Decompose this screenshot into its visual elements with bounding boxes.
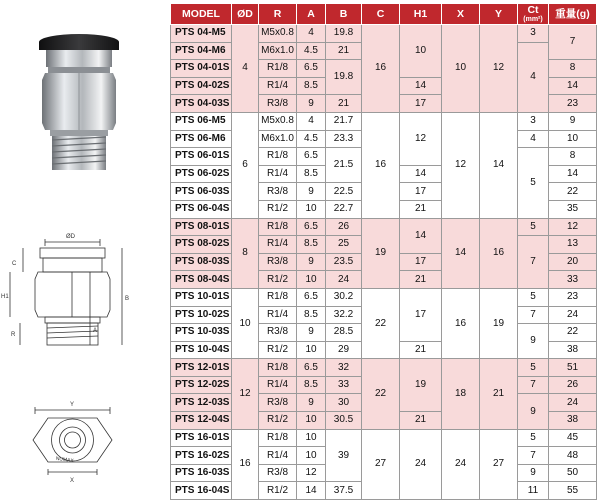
b-cell: 25 bbox=[326, 236, 362, 254]
weight-cell: 35 bbox=[549, 200, 597, 218]
model-cell: PTS 04-03S bbox=[171, 95, 232, 113]
weight-cell: 9 bbox=[549, 112, 597, 130]
model-cell: PTS 04-01S bbox=[171, 60, 232, 78]
r-cell: R1/2 bbox=[259, 482, 297, 500]
x-cell: 14 bbox=[442, 218, 480, 288]
r-cell: R1/2 bbox=[259, 412, 297, 430]
r-cell: R1/4 bbox=[259, 447, 297, 465]
weight-cell: 50 bbox=[549, 464, 597, 482]
r-cell: M5x0.8 bbox=[259, 25, 297, 43]
a-cell: 12 bbox=[297, 464, 326, 482]
r-cell: R1/2 bbox=[259, 341, 297, 359]
model-cell: PTS 12-02S bbox=[171, 376, 232, 394]
ct-cell: 9 bbox=[518, 324, 549, 359]
weight-cell: 23 bbox=[549, 95, 597, 113]
model-cell: PTS 06-02S bbox=[171, 165, 232, 183]
b-cell: 22.5 bbox=[326, 183, 362, 201]
model-cell: PTS 06-04S bbox=[171, 200, 232, 218]
b-cell: 30.2 bbox=[326, 288, 362, 306]
table-row bbox=[171, 218, 597, 236]
ct-cell: 9 bbox=[518, 464, 549, 482]
model-cell: PTS 04-M5 bbox=[171, 25, 232, 43]
h1-cell: 17 bbox=[400, 183, 442, 201]
b-cell: 33 bbox=[326, 376, 362, 394]
b-cell: 19.8 bbox=[326, 60, 362, 95]
ct-unit: (mm²) bbox=[523, 15, 543, 23]
weight-cell: 10 bbox=[549, 130, 597, 148]
model-cell: PTS 12-04S bbox=[171, 412, 232, 430]
a-cell: 4 bbox=[297, 25, 326, 43]
b-cell: 39 bbox=[326, 429, 362, 482]
c-cell: 27 bbox=[362, 429, 400, 499]
weight-cell: 55 bbox=[549, 482, 597, 500]
r-cell: R3/8 bbox=[259, 95, 297, 113]
x-cell: 16 bbox=[442, 288, 480, 358]
a-cell: 6.5 bbox=[297, 60, 326, 78]
model-cell: PTS 06-03S bbox=[171, 183, 232, 201]
ct-cell: 5 bbox=[518, 288, 549, 306]
r-cell: R3/8 bbox=[259, 324, 297, 342]
col-header-c: C bbox=[362, 4, 400, 25]
col-header-ct bbox=[518, 4, 549, 25]
a-cell: 6.5 bbox=[297, 359, 326, 377]
h1-cell: 21 bbox=[400, 271, 442, 289]
h1-cell: 14 bbox=[400, 165, 442, 183]
x-cell: 24 bbox=[442, 429, 480, 499]
h1-cell: 21 bbox=[400, 200, 442, 218]
a-cell: 6.5 bbox=[297, 148, 326, 166]
weight-cell: 48 bbox=[549, 447, 597, 465]
model-cell: PTS 16-04S bbox=[171, 482, 232, 500]
r-cell: M6x1.0 bbox=[259, 42, 297, 60]
model-cell: PTS 08-04S bbox=[171, 271, 232, 289]
od-label: ØD bbox=[66, 234, 75, 240]
c-cell: 16 bbox=[362, 112, 400, 218]
r-cell: R1/2 bbox=[259, 271, 297, 289]
b-cell: 32 bbox=[326, 359, 362, 377]
y-label: Y bbox=[70, 402, 75, 408]
r-cell: R1/8 bbox=[259, 429, 297, 447]
a-cell: 10 bbox=[297, 271, 326, 289]
a-cell: 6.5 bbox=[297, 288, 326, 306]
a-cell: 10 bbox=[297, 429, 326, 447]
r-cell: R1/8 bbox=[259, 148, 297, 166]
a-cell: 6.5 bbox=[297, 218, 326, 236]
weight-cell: 8 bbox=[549, 148, 597, 166]
b-cell: 30.5 bbox=[326, 412, 362, 430]
weight-cell: 12 bbox=[549, 218, 597, 236]
x-cell: 12 bbox=[442, 112, 480, 218]
col-header-od: ØD bbox=[232, 4, 259, 25]
model-cell: PTS 10-04S bbox=[171, 341, 232, 359]
od-cell: 10 bbox=[232, 288, 259, 358]
side-dimension-drawing bbox=[0, 232, 170, 372]
brand-label: NUMAX bbox=[55, 455, 75, 465]
b-cell: 32.2 bbox=[326, 306, 362, 324]
ct-cell: 7 bbox=[518, 376, 549, 394]
table-row bbox=[171, 112, 597, 130]
weight-cell: 33 bbox=[549, 271, 597, 289]
col-header-model: MODEL bbox=[171, 4, 232, 25]
od-cell: 6 bbox=[232, 112, 259, 218]
ct-cell: 7 bbox=[518, 236, 549, 289]
weight-cell: 14 bbox=[549, 77, 597, 95]
product-drawings bbox=[0, 0, 170, 500]
r-cell: R1/8 bbox=[259, 288, 297, 306]
table-row bbox=[171, 429, 597, 447]
h1-cell: 24 bbox=[400, 429, 442, 499]
ct-cell: 7 bbox=[518, 447, 549, 465]
ct-cell: 4 bbox=[518, 42, 549, 112]
c-label: C bbox=[12, 261, 17, 267]
c-cell: 16 bbox=[362, 25, 400, 113]
h1-cell: 14 bbox=[400, 77, 442, 95]
weight-cell: 51 bbox=[549, 359, 597, 377]
od-cell: 16 bbox=[232, 429, 259, 499]
h1-cell: 12 bbox=[400, 112, 442, 165]
r-cell: R1/8 bbox=[259, 60, 297, 78]
a-cell: 9 bbox=[297, 324, 326, 342]
ct-cell: 3 bbox=[518, 112, 549, 130]
r-cell: M6x1.0 bbox=[259, 130, 297, 148]
a-cell: 8.5 bbox=[297, 77, 326, 95]
col-header-x: X bbox=[442, 4, 480, 25]
b-cell: 29 bbox=[326, 341, 362, 359]
h1-cell: 17 bbox=[400, 253, 442, 271]
a-cell: 9 bbox=[297, 253, 326, 271]
weight-cell: 45 bbox=[549, 429, 597, 447]
model-cell: PTS 12-03S bbox=[171, 394, 232, 412]
r-cell: R1/4 bbox=[259, 165, 297, 183]
c-cell: 22 bbox=[362, 288, 400, 358]
col-header-weight: 重量(g) bbox=[549, 4, 597, 25]
x-label: X bbox=[70, 478, 75, 484]
y-cell: 12 bbox=[480, 25, 518, 113]
y-cell: 14 bbox=[480, 112, 518, 218]
b-cell: 30 bbox=[326, 394, 362, 412]
h1-cell: 17 bbox=[400, 288, 442, 341]
a-cell: 10 bbox=[297, 412, 326, 430]
r-cell: R1/2 bbox=[259, 200, 297, 218]
a-cell: 8.5 bbox=[297, 306, 326, 324]
a-cell: 10 bbox=[297, 341, 326, 359]
a-cell: 4.5 bbox=[297, 130, 326, 148]
x-cell: 18 bbox=[442, 359, 480, 429]
table-row bbox=[171, 359, 597, 377]
weight-cell: 24 bbox=[549, 394, 597, 412]
b-cell: 19.8 bbox=[326, 25, 362, 43]
ct-cell: 7 bbox=[518, 306, 549, 324]
table-row bbox=[171, 288, 597, 306]
r-cell: R1/8 bbox=[259, 218, 297, 236]
c-cell: 22 bbox=[362, 359, 400, 429]
c-cell: 19 bbox=[362, 218, 400, 288]
weight-cell: 22 bbox=[549, 324, 597, 342]
a-cell: 10 bbox=[297, 200, 326, 218]
a-cell: 9 bbox=[297, 394, 326, 412]
r-cell: R1/4 bbox=[259, 236, 297, 254]
ct-cell: 5 bbox=[518, 148, 549, 218]
a-cell: 14 bbox=[297, 482, 326, 500]
spec-table bbox=[170, 3, 597, 500]
model-cell: PTS 06-M5 bbox=[171, 112, 232, 130]
ct-label: Ct bbox=[527, 4, 539, 17]
h1-label: H1 bbox=[1, 294, 9, 300]
h1-cell: 14 bbox=[400, 218, 442, 253]
ct-cell: 11 bbox=[518, 482, 549, 500]
weight-cell: 26 bbox=[549, 376, 597, 394]
col-header-h1: H1 bbox=[400, 4, 442, 25]
product-photo bbox=[0, 0, 170, 170]
a-cell: 9 bbox=[297, 95, 326, 113]
b-label: B bbox=[125, 296, 130, 302]
r-cell: M5x0.8 bbox=[259, 112, 297, 130]
r-cell: R1/4 bbox=[259, 376, 297, 394]
ct-cell: 4 bbox=[518, 130, 549, 148]
y-cell: 21 bbox=[480, 359, 518, 429]
weight-cell: 23 bbox=[549, 288, 597, 306]
b-cell: 21 bbox=[326, 42, 362, 60]
r-cell: R3/8 bbox=[259, 253, 297, 271]
b-cell: 22.7 bbox=[326, 200, 362, 218]
r-label: R bbox=[11, 332, 16, 338]
r-cell: R1/8 bbox=[259, 359, 297, 377]
y-cell: 16 bbox=[480, 218, 518, 288]
h1-cell: 21 bbox=[400, 341, 442, 359]
model-cell: PTS 16-03S bbox=[171, 464, 232, 482]
r-cell: R1/4 bbox=[259, 77, 297, 95]
model-cell: PTS 08-03S bbox=[171, 253, 232, 271]
ct-cell: 5 bbox=[518, 429, 549, 447]
b-cell: 21 bbox=[326, 95, 362, 113]
model-cell: PTS 10-02S bbox=[171, 306, 232, 324]
b-cell: 28.5 bbox=[326, 324, 362, 342]
ct-cell: 5 bbox=[518, 359, 549, 377]
ct-cell: 3 bbox=[518, 25, 549, 43]
h1-cell: 17 bbox=[400, 95, 442, 113]
model-cell: PTS 08-02S bbox=[171, 236, 232, 254]
h1-cell: 19 bbox=[400, 359, 442, 412]
r-cell: R3/8 bbox=[259, 394, 297, 412]
b-cell: 21.7 bbox=[326, 112, 362, 130]
a-cell: 8.5 bbox=[297, 376, 326, 394]
a-cell: 4.5 bbox=[297, 42, 326, 60]
weight-cell: 14 bbox=[549, 165, 597, 183]
a-cell: 4 bbox=[297, 112, 326, 130]
model-cell: PTS 16-02S bbox=[171, 447, 232, 465]
a-cell: 10 bbox=[297, 447, 326, 465]
ct-cell: 9 bbox=[518, 394, 549, 429]
model-cell: PTS 10-01S bbox=[171, 288, 232, 306]
model-cell: PTS 16-01S bbox=[171, 429, 232, 447]
r-cell: R3/8 bbox=[259, 464, 297, 482]
model-cell: PTS 06-M6 bbox=[171, 130, 232, 148]
ct-cell: 5 bbox=[518, 218, 549, 236]
weight-cell: 8 bbox=[549, 60, 597, 78]
model-cell: PTS 10-03S bbox=[171, 324, 232, 342]
y-cell: 27 bbox=[480, 429, 518, 499]
b-cell: 21.5 bbox=[326, 148, 362, 183]
header-row bbox=[171, 4, 597, 25]
b-cell: 23.5 bbox=[326, 253, 362, 271]
od-cell: 8 bbox=[232, 218, 259, 288]
x-cell: 10 bbox=[442, 25, 480, 113]
a-cell: 8.5 bbox=[297, 236, 326, 254]
col-header-a: A bbox=[297, 4, 326, 25]
weight-cell: 7 bbox=[549, 25, 597, 60]
od-cell: 12 bbox=[232, 359, 259, 429]
a-cell: 8.5 bbox=[297, 165, 326, 183]
model-cell: PTS 08-01S bbox=[171, 218, 232, 236]
a-label: A bbox=[93, 328, 98, 334]
r-cell: R1/4 bbox=[259, 306, 297, 324]
y-cell: 19 bbox=[480, 288, 518, 358]
weight-cell: 13 bbox=[549, 236, 597, 254]
model-cell: PTS 04-02S bbox=[171, 77, 232, 95]
od-cell: 4 bbox=[232, 25, 259, 113]
weight-cell: 24 bbox=[549, 306, 597, 324]
model-cell: PTS 04-M6 bbox=[171, 42, 232, 60]
table-row bbox=[171, 25, 597, 43]
h1-cell: 21 bbox=[400, 412, 442, 430]
model-cell: PTS 12-01S bbox=[171, 359, 232, 377]
col-header-b: B bbox=[326, 4, 362, 25]
top-view-drawing bbox=[0, 400, 170, 500]
b-cell: 24 bbox=[326, 271, 362, 289]
b-cell: 37.5 bbox=[326, 482, 362, 500]
col-header-r: R bbox=[259, 4, 297, 25]
weight-cell: 22 bbox=[549, 183, 597, 201]
h1-cell: 10 bbox=[400, 25, 442, 78]
weight-cell: 20 bbox=[549, 253, 597, 271]
b-cell: 23.3 bbox=[326, 130, 362, 148]
b-cell: 26 bbox=[326, 218, 362, 236]
a-cell: 9 bbox=[297, 183, 326, 201]
col-header-y: Y bbox=[480, 4, 518, 25]
model-cell: PTS 06-01S bbox=[171, 148, 232, 166]
weight-cell: 38 bbox=[549, 412, 597, 430]
weight-cell: 38 bbox=[549, 341, 597, 359]
r-cell: R3/8 bbox=[259, 183, 297, 201]
